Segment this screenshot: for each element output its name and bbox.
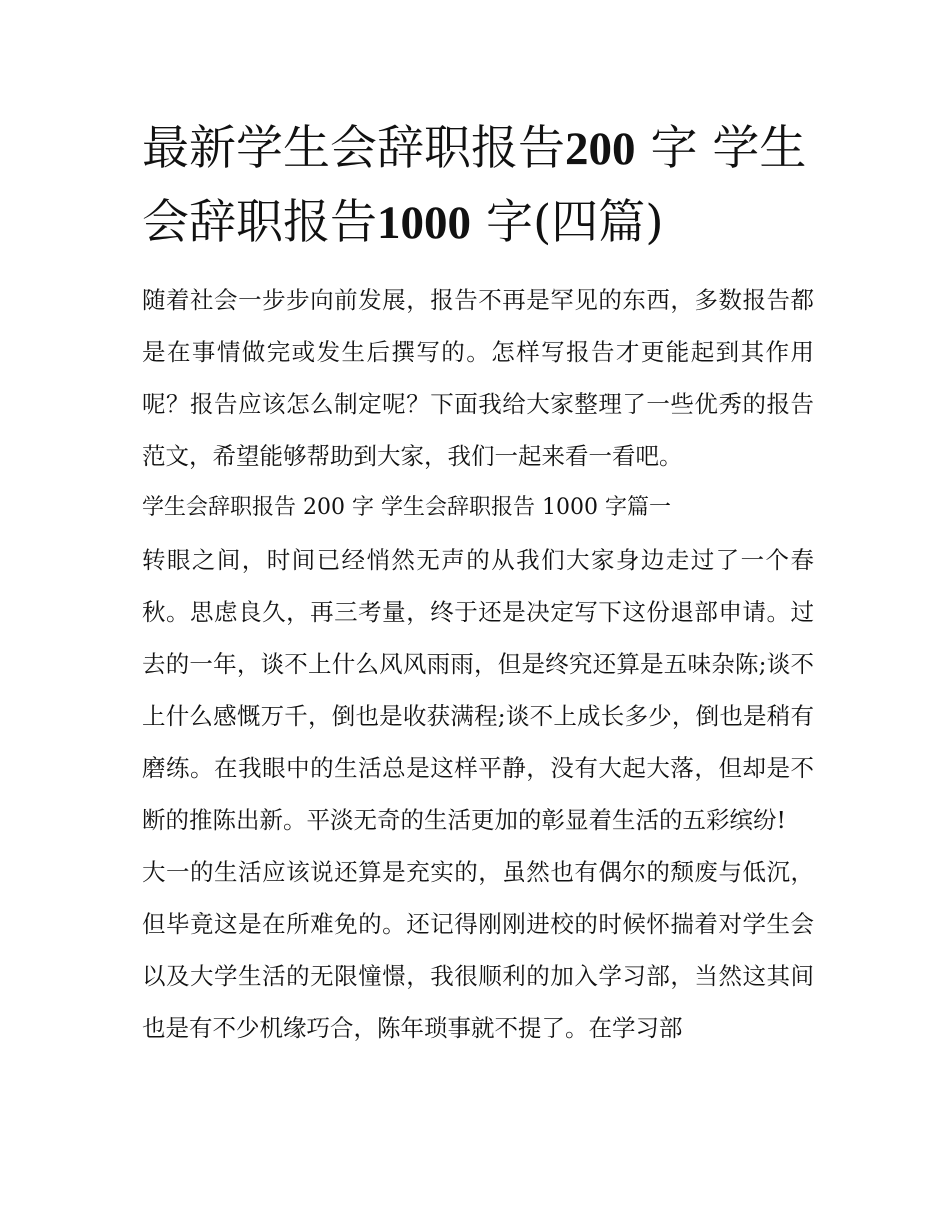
title-number-1: 200 [565, 123, 636, 175]
title-number-2: 1000 [377, 197, 471, 249]
section-heading: 学生会辞职报告 200 字 学生会辞职报告 1000 字篇一 [142, 495, 671, 520]
body-paragraph-2: 大一的生活应该说还算是充实的，虽然也有偶尔的颓废与低沉，但毕竟这是在所难免的。还记得刚刚进校的时候怀揣着对学生会以及大学生活的无限憧憬，我很顺利的加入学习部，当然这其间也是有不少机缘巧合，陈年琐事就不提了。在学习部 [142, 858, 814, 1042]
intro-paragraph: 随着社会一步步向前发展，报告不再是罕见的东西，多数报告都是在事情做完或发生后撰写的。怎样写报告才更能起到其作用呢？报告应该怎么制定呢？下面我给大家整理了一些优秀的报告范文，希望能够帮助到大家，我们一起来看一看吧。 [142, 286, 814, 470]
title-part-1: 最新学生会辞职报告 [142, 121, 565, 176]
document-title [142, 112, 814, 260]
title-part-2: 字 学生会辞职报告 [142, 121, 807, 250]
document-page [142, 112, 814, 1054]
title-part-3: 字(四篇) [471, 195, 664, 250]
body-paragraph-1: 转眼之间，时间已经悄然无声的从我们大家身边走过了一个春秋。思虑良久，再三考量，终于还是决定写下这份退部申请。过去的一年，谈不上什么风风雨雨，但是终究还算是五味杂陈;谈不上什么感慨万千，倒也是收获满程;谈不上成长多少，倒也是稍有磨练。在我眼中的生活总是这样平静，没有大起大落，但却是不断的推陈出新。平淡无奇的生活更加的彰显着生活的五彩缤纷! [142, 546, 814, 834]
document-body [142, 274, 814, 1054]
